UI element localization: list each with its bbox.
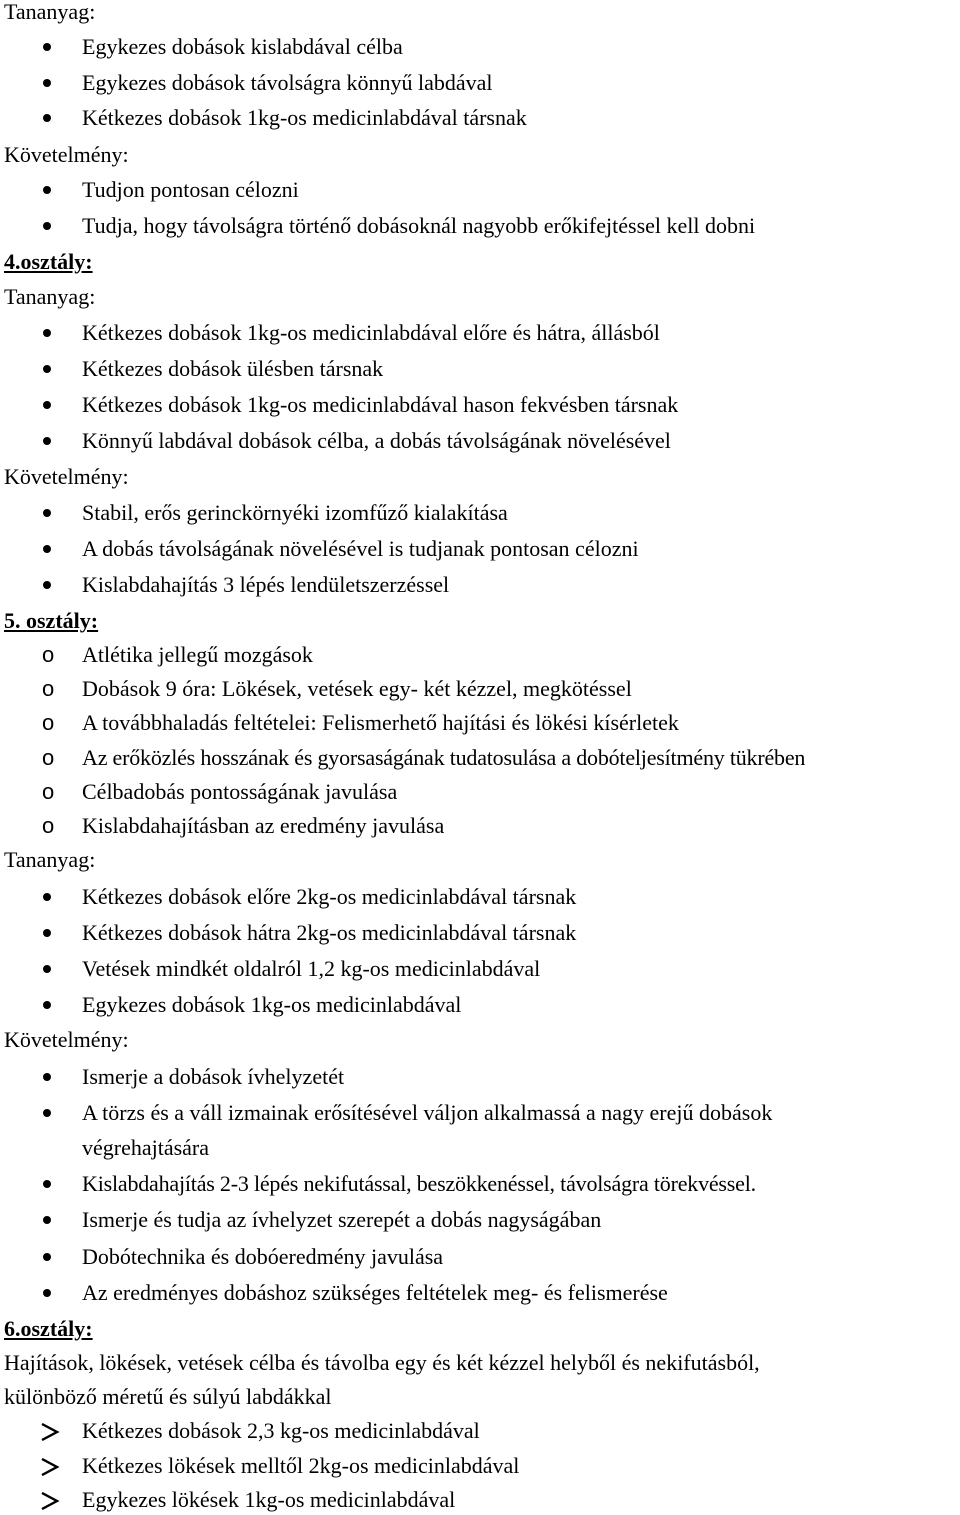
tananyag-label: Tananyag:: [4, 284, 96, 309]
bullet-icon: [40, 1062, 64, 1092]
bullet-icon: [40, 498, 64, 528]
circle-bullet-icon: o: [42, 745, 55, 770]
bullet-icon: [40, 211, 64, 241]
section-heading-grade5: 5. osztály:: [4, 608, 99, 633]
bullet-icon: [40, 1169, 64, 1199]
bullet-icon: [40, 318, 64, 348]
section-heading-grade6: 6.osztály:: [4, 1316, 93, 1341]
arrow-bullet-icon: [40, 1451, 64, 1481]
bullet-icon: [40, 426, 64, 456]
circle-bullet-icon: o: [42, 676, 55, 701]
bullet-icon: [40, 570, 64, 600]
bullet-icon: [40, 68, 64, 98]
tananyag-label: Tananyag:: [4, 847, 96, 872]
circle-bullet-icon: o: [42, 813, 55, 838]
section-heading-grade4: 4.osztály:: [4, 249, 93, 274]
circle-bullet-icon: o: [42, 642, 55, 667]
bullet-icon: [40, 954, 64, 984]
arrow-bullet-icon: [40, 1485, 64, 1515]
paragraph-line: különböző méretű és súlyú labdákkal: [4, 1384, 332, 1409]
tananyag-label: Tananyag:: [4, 0, 96, 24]
circle-bullet-icon: o: [42, 710, 55, 735]
bullet-icon: [40, 1098, 64, 1128]
paragraph-line: Hajítások, lökések, vetések célba és távolba egy és két kézzel helyből és nekifutásból,: [4, 1350, 760, 1375]
bullet-icon: [40, 390, 64, 420]
bullet-icon: [40, 1242, 64, 1272]
circle-bullet-icon: o: [42, 779, 55, 804]
bullet-icon: [40, 175, 64, 205]
bullet-icon: [40, 103, 64, 133]
bullet-icon: [40, 990, 64, 1020]
bullet-icon: [40, 918, 64, 948]
bullet-icon: [40, 354, 64, 384]
arrow-bullet-icon: [40, 1416, 64, 1446]
kovetelmeny-label: Követelmény:: [4, 142, 129, 167]
bullet-icon: [40, 534, 64, 564]
document-page: Tananyag: Egykezes dobások kislabdával célba Egykezes dobások távolságra könnyű labdával Kétkezes dobások 1kg-os medicinlabdával társnak Követelmény: Tudjon pontosan célozni Tudja, hogy távolságra történő dobásoknál nagyobb erőkifejtéssel kell dobni 4.osztály: Tananyag: Kétkezes dobások 1kg-os medicinlabdával előre és hátra, állásból Kétkezes dobások ülésben társnak Kétkezes dobások 1kg-os medicinlabdával hason fekvésben társnak Könnyű labdával dobások célba, a dobás távolságának növelésével Követelmény: Stabil, erős gerinckörnyéki izomfűző kialakítása A dobás távolságának növelésével is tudjanak pontosan célozni Kislabdahajítás 3 lépés lendületszerzéssel 5. osztály: o Atlétika jellegű mozgások o Dobások 9 óra: Lökések, vetések egy- két kézzel, megkötéssel o A továbbhaladás feltételei: Felismerhető hajítási és lökési kísérletek o Az erőközlés hosszának és gyorsaságának tudatosulása a dobóteljesítmény tükrében o Célbadobás pontosságának javulása o Kislabdahajításban az eredmény javulása Tananyag: Kétkezes dobások előre 2kg-os medicinlabdával társnak Kétkezes dobások hátra 2kg-os medicinlabdával társnak Vetések mindkét oldalról 1,2 kg-os medicinlabdával Egykezes dobások 1kg-os medicinlabdával Követelmény: Ismerje a dobások ívhelyzetét A törzs és a váll izmainak erősítésével váljon alkalmassá a nagy erejű dobások végrehajtására Kislabdahajítás 2-3 lépés nekifutással, beszökkenéssel, távolságra törekvéssel. Ismerje és tudja az ívhelyzet szerepét a dobás nagyságában Dobótechnika és dobóeredmény javulása Az eredményes dobáshoz szükséges feltételek meg- és felismerése 6.osztály: Hajítások, lökések, vetések célba és távolba egy és két kézzel helyből és nekifutásból, különböző méretű és súlyú labdákkal Kétkezes dobások 2,3 kg-os medicinlabdával Kétkezes lökések melltől 2kg-os medicinlabdával Egykezes lökések 1kg-os medicinlabdával: [0, 0, 960, 1515]
bullet-icon: [40, 1278, 64, 1308]
kovetelmeny-label: Követelmény:: [4, 1027, 129, 1052]
bullet-icon: [40, 1205, 64, 1235]
kovetelmeny-label: Követelmény:: [4, 464, 129, 489]
bullet-icon: [40, 882, 64, 912]
bullet-icon: [40, 32, 64, 62]
